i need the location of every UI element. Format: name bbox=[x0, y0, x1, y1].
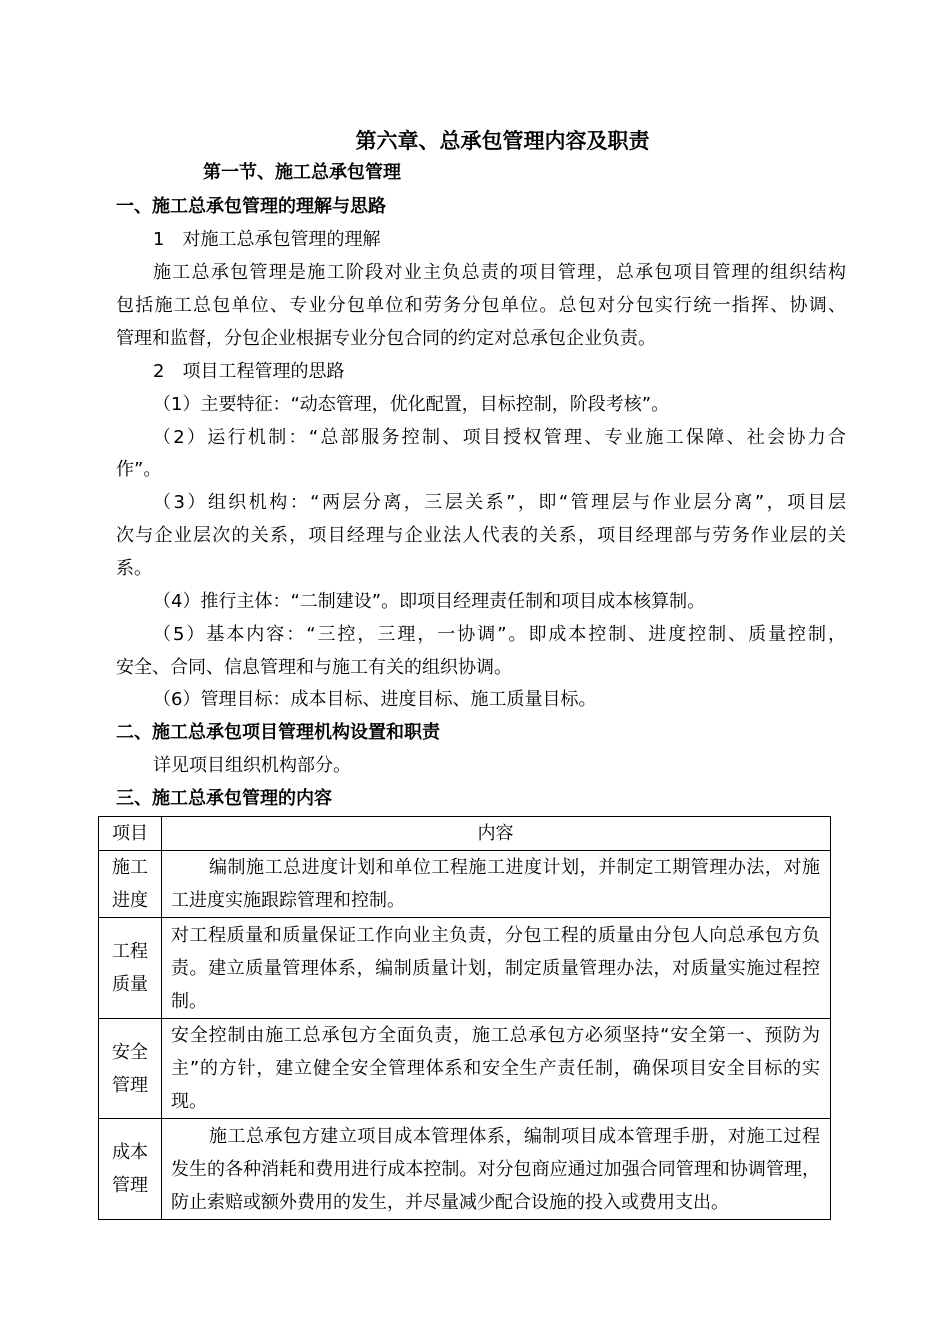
table-row-content: 对工程质量和质量保证工作向业主负责，分包工程的质量由分包人向总承包方负责。建立质量管理体系，编制质量计划，制定质量管理办法，对质量实施过程控制。 bbox=[162, 918, 831, 1019]
item-label-line: 管理 bbox=[112, 1175, 148, 1196]
item-5-line-2: 安全、合同、信息管理和与施工有关的组织协调。 bbox=[116, 657, 512, 678]
table-row-item bbox=[99, 918, 162, 1019]
item-label-line: 工程 bbox=[112, 941, 148, 962]
item-3-line-3: 系。 bbox=[116, 558, 152, 579]
heading-2: 二、施工总承包项目管理机构设置和职责 bbox=[116, 722, 440, 743]
subheading-1: 1 对施工总承包管理的理解 bbox=[153, 229, 381, 250]
item-3-line-1: （3）组织机构：“两层分离，三层关系”，即“管理层与作业层分离”，项目层 bbox=[153, 492, 846, 513]
table-header-row bbox=[99, 817, 831, 851]
item-2-line-1: （2）运行机制：“总部服务控制、项目授权管理、专业施工保障、社会协力合 bbox=[153, 427, 846, 448]
section-title: 第一节、施工总承包管理 bbox=[203, 162, 401, 183]
table-row-item bbox=[99, 1119, 162, 1220]
item-label-line: 质量 bbox=[112, 974, 148, 995]
table-row-item bbox=[99, 851, 162, 918]
table-header-content: 内容 bbox=[162, 817, 831, 851]
item-label-line: 安全 bbox=[112, 1041, 148, 1063]
item-label-line: 管理 bbox=[112, 1074, 148, 1096]
heading-1: 一、施工总承包管理的理解与思路 bbox=[116, 196, 386, 217]
table-header-item: 项目 bbox=[99, 817, 162, 851]
item-6: （6）管理目标：成本目标、进度目标、施工质量目标。 bbox=[153, 689, 597, 710]
item-label-line: 施工 bbox=[112, 857, 148, 878]
heading-3: 三、施工总承包管理的内容 bbox=[116, 788, 332, 809]
table-row bbox=[99, 1019, 831, 1119]
item-label-line: 进度 bbox=[112, 890, 148, 911]
item-label-line: 成本 bbox=[112, 1142, 148, 1163]
subheading-2: 2 项目工程管理的思路 bbox=[153, 361, 345, 382]
item-2-line-2: 作”。 bbox=[116, 459, 162, 480]
management-content-table bbox=[98, 816, 831, 1220]
item-3-line-2: 次与企业层次的关系，项目经理与企业法人代表的关系，项目经理部与劳务作业层的关 bbox=[116, 525, 846, 546]
table-row-content: 安全控制由施工总承包方全面负责，施工总承包方必须坚持“安全第一、预防为主”的方针，建立健全安全管理体系和安全生产责任制，确保项目安全目标的实现。 bbox=[162, 1019, 831, 1119]
heading-2-text: 详见项目组织机构部分。 bbox=[153, 755, 351, 776]
paragraph-1-line-2: 包括施工总包单位、专业分包单位和劳务分包单位。总包对分包实行统一指挥、协调、 bbox=[116, 295, 846, 316]
paragraph-1-line-3: 管理和监督，分包企业根据专业分包合同的约定对总承包企业负责。 bbox=[116, 328, 656, 349]
item-1: （1）主要特征：“动态管理，优化配置，目标控制，阶段考核”。 bbox=[153, 394, 670, 415]
table-row bbox=[99, 1119, 831, 1220]
item-4: （4）推行主体：“二制建设”。即项目经理责任制和项目成本核算制。 bbox=[153, 591, 706, 612]
table-row bbox=[99, 851, 831, 918]
paragraph-1-line-1: 施工总承包管理是施工阶段对业主负总责的项目管理，总承包项目管理的组织结构 bbox=[153, 262, 846, 283]
table-row-content: 施工总承包方建立项目成本管理体系，编制项目成本管理手册，对施工过程发生的各种消耗和费用进行成本控制。对分包商应通过加强合同管理和协调管理，防止索赔或额外费用的发生，并尽量减少配合设施的投入或费用支出。 bbox=[162, 1119, 831, 1220]
item-5-line-1: （5）基本内容：“三控，三理，一协调”。即成本控制、进度控制、质量控制， bbox=[153, 624, 846, 645]
table-row-item bbox=[99, 1019, 162, 1119]
table-row-content: 编制施工总进度计划和单位工程施工进度计划，并制定工期管理办法，对施工进度实施跟踪管理和控制。 bbox=[162, 851, 831, 918]
table-row bbox=[99, 918, 831, 1019]
chapter-title: 第六章、总承包管理内容及职责 bbox=[355, 129, 650, 153]
